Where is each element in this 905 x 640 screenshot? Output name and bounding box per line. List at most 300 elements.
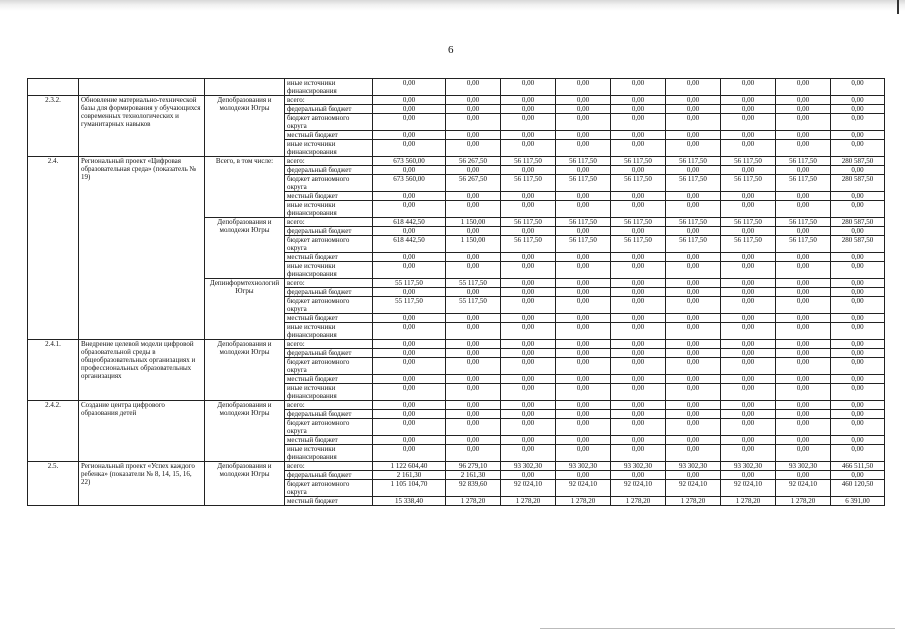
item-name-cell: Обновление материально-технической базы для формирования у обучающихся современных технологических и гуманитарных навыков bbox=[79, 96, 205, 157]
amount-cell: 0,00 bbox=[721, 279, 776, 288]
executor-cell: Депинформтехнологий Югры bbox=[205, 279, 285, 340]
funding-source-cell: бюджет автономного округа bbox=[285, 358, 373, 375]
amount-cell: 0,00 bbox=[501, 384, 556, 401]
amount-cell: 1 278,20 bbox=[556, 497, 611, 506]
funding-source-cell: федеральный бюджет bbox=[285, 105, 373, 114]
amount-cell: 56 117,50 bbox=[556, 157, 611, 166]
amount-cell: 56 117,50 bbox=[501, 157, 556, 166]
amount-cell: 0,00 bbox=[446, 445, 501, 462]
amount-cell: 92 024,10 bbox=[666, 480, 721, 497]
amount-cell: 0,00 bbox=[373, 140, 446, 157]
funding-source-cell: бюджет автономного округа bbox=[285, 236, 373, 253]
amount-cell: 56 117,50 bbox=[666, 175, 721, 192]
amount-cell: 56 117,50 bbox=[501, 175, 556, 192]
amount-cell: 0,00 bbox=[721, 140, 776, 157]
funding-source-cell: всего: bbox=[285, 279, 373, 288]
amount-cell: 56 117,50 bbox=[721, 218, 776, 227]
amount-cell: 0,00 bbox=[831, 410, 885, 419]
amount-cell: 0,00 bbox=[501, 131, 556, 140]
funding-source-cell: всего: bbox=[285, 218, 373, 227]
amount-cell: 93 302,30 bbox=[611, 462, 666, 471]
funding-source-cell: бюджет автономного округа bbox=[285, 175, 373, 192]
amount-cell: 0,00 bbox=[373, 79, 446, 96]
amount-cell: 0,00 bbox=[776, 201, 831, 218]
amount-cell: 0,00 bbox=[556, 436, 611, 445]
amount-cell: 0,00 bbox=[831, 401, 885, 410]
amount-cell: 0,00 bbox=[373, 349, 446, 358]
amount-cell: 0,00 bbox=[501, 96, 556, 105]
amount-cell: 1 105 104,70 bbox=[373, 480, 446, 497]
item-code-cell: 2.4.1. bbox=[28, 340, 79, 401]
amount-cell: 0,00 bbox=[776, 253, 831, 262]
amount-cell: 0,00 bbox=[501, 323, 556, 340]
amount-cell: 0,00 bbox=[831, 114, 885, 131]
amount-cell: 0,00 bbox=[776, 288, 831, 297]
amount-cell: 15 338,40 bbox=[373, 497, 446, 506]
amount-cell: 0,00 bbox=[776, 96, 831, 105]
amount-cell: 0,00 bbox=[501, 340, 556, 349]
amount-cell: 0,00 bbox=[776, 192, 831, 201]
amount-cell: 56 117,50 bbox=[721, 236, 776, 253]
amount-cell: 0,00 bbox=[373, 340, 446, 349]
amount-cell: 56 117,50 bbox=[611, 157, 666, 166]
amount-cell: 0,00 bbox=[831, 471, 885, 480]
amount-cell: 0,00 bbox=[556, 340, 611, 349]
amount-cell: 0,00 bbox=[666, 114, 721, 131]
amount-cell: 0,00 bbox=[776, 79, 831, 96]
amount-cell: 0,00 bbox=[501, 297, 556, 314]
amount-cell: 0,00 bbox=[666, 288, 721, 297]
amount-cell: 0,00 bbox=[666, 471, 721, 480]
amount-cell: 0,00 bbox=[446, 262, 501, 279]
amount-cell: 0,00 bbox=[666, 384, 721, 401]
funding-source-cell: федеральный бюджет bbox=[285, 227, 373, 236]
amount-cell: 0,00 bbox=[721, 410, 776, 419]
amount-cell: 0,00 bbox=[666, 401, 721, 410]
amount-cell: 2 161,30 bbox=[373, 471, 446, 480]
amount-cell: 0,00 bbox=[556, 262, 611, 279]
amount-cell: 0,00 bbox=[666, 445, 721, 462]
funding-source-cell: местный бюджет bbox=[285, 314, 373, 323]
amount-cell: 0,00 bbox=[666, 436, 721, 445]
amount-cell: 0,00 bbox=[721, 297, 776, 314]
amount-cell: 0,00 bbox=[776, 375, 831, 384]
amount-cell: 56 117,50 bbox=[556, 218, 611, 227]
amount-cell: 1 278,20 bbox=[776, 497, 831, 506]
amount-cell: 0,00 bbox=[373, 227, 446, 236]
executor-cell: Депобразования и молодежи Югры bbox=[205, 218, 285, 279]
amount-cell: 0,00 bbox=[776, 297, 831, 314]
amount-cell: 0,00 bbox=[501, 375, 556, 384]
amount-cell: 0,00 bbox=[831, 279, 885, 288]
amount-cell: 0,00 bbox=[446, 288, 501, 297]
amount-cell: 0,00 bbox=[611, 166, 666, 175]
amount-cell: 0,00 bbox=[666, 375, 721, 384]
amount-cell: 0,00 bbox=[556, 96, 611, 105]
amount-cell: 0,00 bbox=[501, 262, 556, 279]
amount-cell: 0,00 bbox=[776, 227, 831, 236]
page-number: 6 bbox=[448, 44, 454, 56]
amount-cell: 0,00 bbox=[446, 253, 501, 262]
amount-cell: 0,00 bbox=[373, 375, 446, 384]
amount-cell: 0,00 bbox=[556, 279, 611, 288]
amount-cell: 0,00 bbox=[611, 358, 666, 375]
amount-cell: 0,00 bbox=[721, 192, 776, 201]
amount-cell: 0,00 bbox=[446, 340, 501, 349]
amount-cell: 0,00 bbox=[501, 410, 556, 419]
amount-cell: 0,00 bbox=[831, 79, 885, 96]
amount-cell: 0,00 bbox=[556, 314, 611, 323]
amount-cell: 0,00 bbox=[721, 349, 776, 358]
amount-cell: 0,00 bbox=[373, 96, 446, 105]
amount-cell: 92 024,10 bbox=[611, 480, 666, 497]
amount-cell: 0,00 bbox=[776, 471, 831, 480]
amount-cell: 93 302,30 bbox=[501, 462, 556, 471]
amount-cell: 0,00 bbox=[373, 105, 446, 114]
item-code-cell bbox=[28, 79, 79, 96]
amount-cell: 0,00 bbox=[556, 419, 611, 436]
amount-cell: 1 150,00 bbox=[446, 218, 501, 227]
amount-cell: 0,00 bbox=[831, 445, 885, 462]
amount-cell: 0,00 bbox=[556, 201, 611, 218]
amount-cell: 280 587,50 bbox=[831, 218, 885, 227]
amount-cell: 0,00 bbox=[831, 323, 885, 340]
amount-cell: 0,00 bbox=[373, 288, 446, 297]
amount-cell: 0,00 bbox=[776, 340, 831, 349]
amount-cell: 0,00 bbox=[776, 131, 831, 140]
amount-cell: 0,00 bbox=[611, 436, 666, 445]
amount-cell: 0,00 bbox=[501, 401, 556, 410]
amount-cell: 56 117,50 bbox=[776, 218, 831, 227]
funding-source-cell: федеральный бюджет bbox=[285, 410, 373, 419]
amount-cell: 0,00 bbox=[446, 349, 501, 358]
amount-cell: 0,00 bbox=[501, 419, 556, 436]
amount-cell: 0,00 bbox=[373, 419, 446, 436]
amount-cell: 0,00 bbox=[556, 410, 611, 419]
amount-cell: 0,00 bbox=[831, 419, 885, 436]
amount-cell: 92 839,60 bbox=[446, 480, 501, 497]
amount-cell: 0,00 bbox=[831, 297, 885, 314]
amount-cell: 0,00 bbox=[666, 253, 721, 262]
amount-cell: 0,00 bbox=[721, 79, 776, 96]
amount-cell: 0,00 bbox=[556, 323, 611, 340]
amount-cell: 0,00 bbox=[831, 192, 885, 201]
amount-cell: 0,00 bbox=[831, 131, 885, 140]
amount-cell: 0,00 bbox=[556, 227, 611, 236]
executor-cell: Депобразования и молодежи Югры bbox=[205, 340, 285, 401]
amount-cell: 0,00 bbox=[611, 471, 666, 480]
funding-source-cell: федеральный бюджет bbox=[285, 166, 373, 175]
amount-cell: 56 117,50 bbox=[611, 236, 666, 253]
amount-cell: 0,00 bbox=[666, 297, 721, 314]
amount-cell: 0,00 bbox=[611, 262, 666, 279]
table-row bbox=[28, 157, 885, 166]
amount-cell: 0,00 bbox=[446, 166, 501, 175]
amount-cell: 0,00 bbox=[446, 410, 501, 419]
amount-cell: 0,00 bbox=[501, 471, 556, 480]
amount-cell: 0,00 bbox=[611, 419, 666, 436]
amount-cell: 0,00 bbox=[776, 358, 831, 375]
amount-cell: 0,00 bbox=[373, 323, 446, 340]
funding-source-cell: местный бюджет bbox=[285, 497, 373, 506]
amount-cell: 0,00 bbox=[556, 445, 611, 462]
funding-source-cell: иные источники финансирования bbox=[285, 201, 373, 218]
amount-cell: 460 120,50 bbox=[831, 480, 885, 497]
executor-cell: Депобразования и молодежи Югры bbox=[205, 401, 285, 462]
amount-cell: 0,00 bbox=[556, 375, 611, 384]
executor-cell: Депобразования и молодежи Югры bbox=[205, 96, 285, 157]
amount-cell: 0,00 bbox=[446, 419, 501, 436]
amount-cell: 0,00 bbox=[831, 140, 885, 157]
amount-cell: 0,00 bbox=[721, 471, 776, 480]
amount-cell: 0,00 bbox=[611, 375, 666, 384]
amount-cell: 0,00 bbox=[501, 349, 556, 358]
table-row bbox=[28, 79, 885, 96]
amount-cell: 56 117,50 bbox=[776, 175, 831, 192]
amount-cell: 0,00 bbox=[446, 105, 501, 114]
amount-cell: 0,00 bbox=[556, 131, 611, 140]
amount-cell: 0,00 bbox=[611, 323, 666, 340]
executor-cell: Всего, в том числе: bbox=[205, 157, 285, 218]
amount-cell: 0,00 bbox=[501, 253, 556, 262]
amount-cell: 0,00 bbox=[831, 340, 885, 349]
amount-cell: 55 117,50 bbox=[373, 279, 446, 288]
funding-source-cell: иные источники финансирования bbox=[285, 384, 373, 401]
amount-cell: 0,00 bbox=[446, 131, 501, 140]
item-code-cell: 2.5. bbox=[28, 462, 79, 506]
item-code-cell: 2.3.2. bbox=[28, 96, 79, 157]
amount-cell: 0,00 bbox=[666, 166, 721, 175]
amount-cell: 0,00 bbox=[666, 79, 721, 96]
funding-source-cell: иные источники финансирования bbox=[285, 323, 373, 340]
amount-cell: 0,00 bbox=[446, 314, 501, 323]
amount-cell: 0,00 bbox=[373, 201, 446, 218]
funding-source-cell: иные источники финансирования bbox=[285, 445, 373, 462]
amount-cell: 56 117,50 bbox=[666, 236, 721, 253]
amount-cell: 0,00 bbox=[446, 358, 501, 375]
amount-cell: 55 117,50 bbox=[373, 297, 446, 314]
amount-cell: 93 302,30 bbox=[666, 462, 721, 471]
amount-cell: 0,00 bbox=[776, 279, 831, 288]
amount-cell: 0,00 bbox=[831, 349, 885, 358]
amount-cell: 0,00 bbox=[831, 96, 885, 105]
budget-table bbox=[27, 78, 885, 506]
amount-cell: 0,00 bbox=[831, 375, 885, 384]
amount-cell: 0,00 bbox=[446, 140, 501, 157]
amount-cell: 1 122 604,40 bbox=[373, 462, 446, 471]
amount-cell: 0,00 bbox=[556, 358, 611, 375]
amount-cell: 56 117,50 bbox=[556, 175, 611, 192]
amount-cell: 1 278,20 bbox=[501, 497, 556, 506]
amount-cell: 56 117,50 bbox=[611, 218, 666, 227]
amount-cell: 0,00 bbox=[666, 105, 721, 114]
amount-cell: 92 024,10 bbox=[501, 480, 556, 497]
amount-cell: 6 391,00 bbox=[831, 497, 885, 506]
amount-cell: 56 117,50 bbox=[666, 157, 721, 166]
amount-cell: 0,00 bbox=[446, 384, 501, 401]
amount-cell: 0,00 bbox=[556, 471, 611, 480]
amount-cell: 0,00 bbox=[666, 131, 721, 140]
funding-source-cell: всего: bbox=[285, 462, 373, 471]
amount-cell: 0,00 bbox=[556, 349, 611, 358]
funding-source-cell: федеральный бюджет bbox=[285, 288, 373, 297]
funding-source-cell: всего: bbox=[285, 340, 373, 349]
amount-cell: 0,00 bbox=[611, 96, 666, 105]
amount-cell: 0,00 bbox=[611, 79, 666, 96]
funding-source-cell: иные источники финансирования bbox=[285, 262, 373, 279]
amount-cell: 0,00 bbox=[611, 192, 666, 201]
amount-cell: 0,00 bbox=[666, 227, 721, 236]
amount-cell: 618 442,50 bbox=[373, 218, 446, 227]
table-row bbox=[28, 401, 885, 410]
amount-cell: 0,00 bbox=[446, 375, 501, 384]
table-row bbox=[28, 96, 885, 105]
amount-cell: 2 161,30 bbox=[446, 471, 501, 480]
amount-cell: 0,00 bbox=[373, 445, 446, 462]
funding-source-cell: местный бюджет bbox=[285, 192, 373, 201]
amount-cell: 0,00 bbox=[446, 401, 501, 410]
amount-cell: 0,00 bbox=[556, 384, 611, 401]
amount-cell: 0,00 bbox=[666, 314, 721, 323]
amount-cell: 0,00 bbox=[721, 201, 776, 218]
executor-cell: Депобразования и молодежи Югры bbox=[205, 462, 285, 506]
amount-cell: 0,00 bbox=[721, 314, 776, 323]
amount-cell: 0,00 bbox=[373, 384, 446, 401]
funding-source-cell: бюджет автономного округа bbox=[285, 480, 373, 497]
amount-cell: 0,00 bbox=[611, 140, 666, 157]
amount-cell: 0,00 bbox=[831, 314, 885, 323]
amount-cell: 0,00 bbox=[721, 114, 776, 131]
amount-cell: 0,00 bbox=[776, 436, 831, 445]
amount-cell: 96 279,10 bbox=[446, 462, 501, 471]
funding-source-cell: федеральный бюджет bbox=[285, 349, 373, 358]
amount-cell: 0,00 bbox=[721, 340, 776, 349]
amount-cell: 0,00 bbox=[501, 358, 556, 375]
amount-cell: 0,00 bbox=[373, 262, 446, 279]
amount-cell: 0,00 bbox=[556, 192, 611, 201]
amount-cell: 0,00 bbox=[666, 201, 721, 218]
amount-cell: 0,00 bbox=[831, 358, 885, 375]
amount-cell: 0,00 bbox=[556, 114, 611, 131]
amount-cell: 0,00 bbox=[611, 288, 666, 297]
funding-source-cell: федеральный бюджет bbox=[285, 471, 373, 480]
amount-cell: 0,00 bbox=[831, 105, 885, 114]
item-name-cell: Создание центра цифрового образования детей bbox=[79, 401, 205, 462]
amount-cell: 0,00 bbox=[776, 314, 831, 323]
amount-cell: 0,00 bbox=[501, 279, 556, 288]
amount-cell: 0,00 bbox=[831, 201, 885, 218]
amount-cell: 0,00 bbox=[373, 410, 446, 419]
amount-cell: 0,00 bbox=[721, 105, 776, 114]
amount-cell: 0,00 bbox=[611, 349, 666, 358]
amount-cell: 0,00 bbox=[501, 166, 556, 175]
executor-cell bbox=[205, 79, 285, 96]
amount-cell: 0,00 bbox=[721, 253, 776, 262]
amount-cell: 0,00 bbox=[373, 436, 446, 445]
amount-cell: 0,00 bbox=[666, 140, 721, 157]
amount-cell: 0,00 bbox=[831, 166, 885, 175]
amount-cell: 0,00 bbox=[373, 253, 446, 262]
amount-cell: 0,00 bbox=[611, 201, 666, 218]
amount-cell: 0,00 bbox=[666, 340, 721, 349]
amount-cell: 0,00 bbox=[611, 314, 666, 323]
amount-cell: 0,00 bbox=[611, 131, 666, 140]
amount-cell: 0,00 bbox=[611, 410, 666, 419]
amount-cell: 0,00 bbox=[721, 166, 776, 175]
amount-cell: 0,00 bbox=[831, 288, 885, 297]
amount-cell: 55 117,50 bbox=[446, 297, 501, 314]
amount-cell: 0,00 bbox=[776, 114, 831, 131]
amount-cell: 618 442,50 bbox=[373, 236, 446, 253]
amount-cell: 56 267,50 bbox=[446, 175, 501, 192]
amount-cell: 0,00 bbox=[666, 192, 721, 201]
amount-cell: 0,00 bbox=[776, 105, 831, 114]
amount-cell: 56 117,50 bbox=[666, 218, 721, 227]
amount-cell: 92 024,10 bbox=[721, 480, 776, 497]
funding-source-cell: местный бюджет bbox=[285, 375, 373, 384]
amount-cell: 0,00 bbox=[611, 253, 666, 262]
amount-cell: 0,00 bbox=[831, 262, 885, 279]
amount-cell: 0,00 bbox=[373, 358, 446, 375]
amount-cell: 0,00 bbox=[501, 445, 556, 462]
amount-cell: 0,00 bbox=[556, 253, 611, 262]
amount-cell: 1 278,20 bbox=[721, 497, 776, 506]
funding-source-cell: всего: bbox=[285, 96, 373, 105]
item-name-cell: Региональный проект «Успех каждого ребенка» (показатели № 8, 14, 15, 16, 22) bbox=[79, 462, 205, 506]
amount-cell: 1 278,20 bbox=[446, 497, 501, 506]
amount-cell: 56 267,50 bbox=[446, 157, 501, 166]
amount-cell: 0,00 bbox=[501, 192, 556, 201]
amount-cell: 0,00 bbox=[446, 114, 501, 131]
amount-cell: 0,00 bbox=[446, 323, 501, 340]
amount-cell: 0,00 bbox=[776, 262, 831, 279]
amount-cell: 0,00 bbox=[776, 445, 831, 462]
amount-cell: 0,00 bbox=[501, 201, 556, 218]
funding-source-cell: всего: bbox=[285, 401, 373, 410]
amount-cell: 0,00 bbox=[611, 114, 666, 131]
amount-cell: 0,00 bbox=[721, 419, 776, 436]
amount-cell: 0,00 bbox=[611, 227, 666, 236]
item-code-cell: 2.4. bbox=[28, 157, 79, 340]
amount-cell: 0,00 bbox=[446, 227, 501, 236]
amount-cell: 0,00 bbox=[721, 96, 776, 105]
scan-edge-top bbox=[0, 0, 905, 12]
amount-cell: 56 117,50 bbox=[501, 236, 556, 253]
amount-cell: 0,00 bbox=[611, 401, 666, 410]
amount-cell: 0,00 bbox=[721, 401, 776, 410]
amount-cell: 0,00 bbox=[666, 419, 721, 436]
amount-cell: 0,00 bbox=[721, 262, 776, 279]
funding-source-cell: бюджет автономного округа bbox=[285, 297, 373, 314]
amount-cell: 0,00 bbox=[831, 436, 885, 445]
amount-cell: 0,00 bbox=[611, 340, 666, 349]
amount-cell: 56 117,50 bbox=[721, 157, 776, 166]
amount-cell: 0,00 bbox=[556, 79, 611, 96]
amount-cell: 56 117,50 bbox=[611, 175, 666, 192]
funding-source-cell: бюджет автономного округа bbox=[285, 419, 373, 436]
amount-cell: 56 117,50 bbox=[721, 175, 776, 192]
amount-cell: 466 511,50 bbox=[831, 462, 885, 471]
item-code-cell: 2.4.2. bbox=[28, 401, 79, 462]
funding-source-cell: местный бюджет bbox=[285, 436, 373, 445]
amount-cell: 280 587,50 bbox=[831, 157, 885, 166]
amount-cell: 0,00 bbox=[556, 297, 611, 314]
table-row bbox=[28, 340, 885, 349]
amount-cell: 0,00 bbox=[666, 262, 721, 279]
item-name-cell bbox=[79, 79, 205, 96]
funding-source-cell: всего: bbox=[285, 157, 373, 166]
amount-cell: 0,00 bbox=[501, 140, 556, 157]
